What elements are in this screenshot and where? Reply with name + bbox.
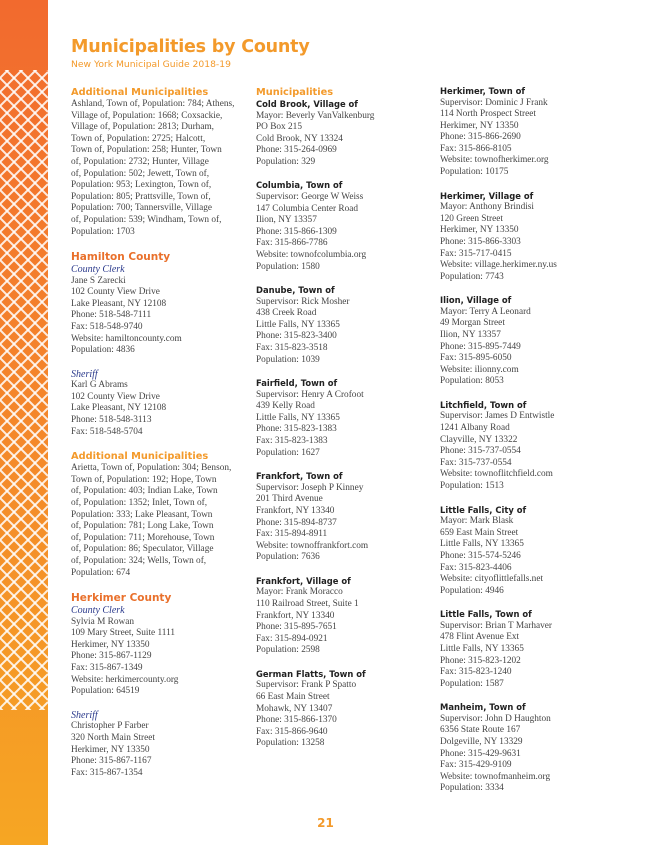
- municipality-entries: [256, 99, 431, 750]
- municipality-name: Ilion, Village of: [440, 295, 512, 306]
- office-title: Sheriff: [71, 709, 98, 721]
- text-line: Dolgeville, NY 13329: [440, 737, 523, 748]
- text-line: Website: townofcolumbia.org: [256, 249, 367, 260]
- text-line: Population: 4946: [440, 585, 504, 596]
- text-line: Arietta, Town of, Population: 304; Benson,: [71, 463, 232, 474]
- text-line: 659 East Main Street: [440, 527, 519, 538]
- text-line: Supervisor: John D Haughton: [440, 713, 551, 724]
- text-line: Fax: 315-737-0554: [440, 457, 512, 468]
- column-1: [71, 86, 246, 791]
- text-line: of, Population: 711; Morehouse, Town: [71, 532, 215, 543]
- decorative-sidebar: [0, 0, 48, 845]
- text-line: Fax: 315-867-1354: [71, 767, 143, 778]
- municipality-name: Fairfield, Town of: [256, 378, 338, 389]
- text-line: Fax: 315-866-9640: [256, 726, 328, 737]
- text-line: Fax: 315-894-0921: [256, 633, 328, 644]
- office-title: Sheriff: [71, 368, 98, 380]
- text-line: Town of, Population: 192; Hope, Town: [71, 474, 217, 485]
- text-line: Phone: 315-823-1383: [256, 424, 337, 435]
- herkimer-county-section: [71, 591, 246, 698]
- office-title: County Clerk: [71, 605, 125, 617]
- text-line: Population: 805; Prattsville, Town of,: [71, 191, 211, 202]
- text-line: Herkimer, NY 13350: [440, 225, 519, 236]
- text-line: Frankfort, NY 13340: [256, 505, 335, 516]
- municipality-entries: [440, 86, 620, 795]
- text-line: 6356 State Route 167: [440, 725, 521, 736]
- text-line: Website: ilionny.com: [440, 364, 519, 375]
- municipality-entry: [256, 669, 431, 750]
- text-line: Jane S Zarecki: [71, 275, 126, 286]
- text-line: 1241 Albany Road: [440, 423, 510, 434]
- text-line: Population: 13258: [256, 738, 325, 749]
- text-line: Christopher P Farber: [71, 721, 149, 732]
- text-line: Website: herkimercounty.org: [71, 674, 179, 685]
- text-line: Fax: 315-866-7786: [256, 238, 328, 249]
- text-line: Fax: 518-548-9740: [71, 322, 143, 332]
- additional-municipalities-greene: [71, 86, 246, 238]
- text-line: Cold Brook, NY 13324: [256, 133, 343, 144]
- text-line: 110 Railroad Street, Suite 1: [256, 599, 359, 609]
- herkimer-sheriff-section: [71, 710, 246, 779]
- text-line: Ilion, NY 13357: [256, 215, 317, 226]
- municipality-name: Little Falls, City of: [440, 504, 527, 515]
- text-line: Supervisor: George W Weiss: [256, 191, 364, 202]
- text-line: Lake Pleasant, NY 12108: [71, 298, 167, 309]
- text-line: Phone: 518-548-3113: [71, 415, 152, 426]
- text-line: of, Population: 2732; Hunter, Village: [71, 156, 209, 167]
- column-2: [256, 86, 431, 762]
- text-line: Population: 10175: [440, 167, 509, 178]
- text-line: 49 Morgan Street: [440, 318, 505, 329]
- text-line: Population: 64519: [71, 686, 140, 697]
- text-line: of, Population: 1352; Inlet, Town of,: [71, 498, 208, 509]
- text-line: Supervisor: Brian T Marhaver: [440, 620, 552, 631]
- municipality-name: Frankfort, Village of: [256, 575, 351, 586]
- text-line: 120 Green Street: [440, 213, 503, 224]
- text-line: Village of, Population: 1668; Coxsackie,: [71, 110, 223, 121]
- text-line: Fax: 315-717-0415: [440, 248, 512, 259]
- text-line: 114 North Prospect Street: [440, 109, 536, 120]
- municipality-entry: [440, 702, 620, 795]
- text-line: Population: 700; Tannersville, Village: [71, 203, 212, 214]
- text-line: Town of, Population: 258; Hunter, Town: [71, 145, 222, 156]
- additional-municipalities-hamilton: [71, 450, 246, 579]
- municipality-entry: [256, 285, 431, 366]
- text-line: 201 Third Avenue: [256, 494, 323, 505]
- municipality-entry: [440, 400, 620, 493]
- text-line: Mayor: Anthony Brindisi: [440, 202, 535, 213]
- text-line: Phone: 315-737-0554: [440, 446, 521, 457]
- text-line: Phone: 315-429-9631: [440, 748, 521, 759]
- text-line: Phone: 315-823-3400: [256, 331, 337, 342]
- text-line: Supervisor: James D Entwistle: [440, 411, 555, 422]
- text-line: Phone: 315-866-1370: [256, 715, 337, 726]
- municipality-entry: [256, 99, 431, 168]
- text-line: of, Population: 539; Windham, Town of,: [71, 214, 222, 225]
- municipality-name: Little Falls, Town of: [440, 609, 532, 620]
- text-line: Phone: 315-866-3303: [440, 236, 521, 247]
- text-line: Population: 7636: [256, 552, 320, 563]
- text-line: Little Falls, NY 13365: [440, 643, 524, 654]
- text-line: Population: 1039: [256, 354, 320, 365]
- text-line: Population: 1703: [71, 226, 135, 237]
- column-3: [440, 86, 620, 807]
- municipality-entry: [440, 505, 620, 598]
- text-line: Ilion, NY 13357: [440, 330, 501, 340]
- municipality-entry: [440, 86, 620, 179]
- text-line: Website: townofherkimer.org: [440, 155, 549, 166]
- municipality-name: Litchfield, Town of: [440, 399, 527, 410]
- text-line: Population: 8053: [440, 376, 504, 387]
- office-title: County Clerk: [71, 264, 125, 276]
- text-line: Town of, Population: 2725; Halcott,: [71, 133, 206, 144]
- text-line: Website: townofmanheim.org: [440, 771, 551, 782]
- municipality-entry: [440, 191, 620, 284]
- municipality-entry: [440, 609, 620, 690]
- municipality-list: [71, 463, 246, 579]
- text-line: Supervisor: Henry A Crofoot: [256, 389, 364, 400]
- text-line: Phone: 315-894-8737: [256, 517, 337, 528]
- text-line: Karl G Abrams: [71, 380, 128, 391]
- text-line: Fax: 315-429-9109: [440, 760, 512, 771]
- page-subtitle: New York Municipal Guide 2018-19: [71, 59, 231, 70]
- municipality-entry: [256, 180, 431, 273]
- text-line: Lake Pleasant, NY 12108: [71, 403, 167, 414]
- text-line: Website: cityoflittlefalls.net: [440, 574, 544, 585]
- text-line: Fax: 315-866-8105: [440, 143, 512, 154]
- municipality-list: [71, 99, 246, 238]
- text-line: 102 County View Drive: [71, 391, 160, 402]
- text-line: 102 County View Drive: [71, 287, 160, 298]
- text-line: Fax: 315-823-1383: [256, 436, 328, 447]
- text-line: Population: 329: [256, 156, 316, 167]
- text-line: Population: 1513: [440, 481, 504, 492]
- text-line: Fax: 315-823-4406: [440, 562, 512, 573]
- text-line: Website: townoffrankfort.com: [256, 540, 369, 551]
- text-line: Frankfort, NY 13340: [256, 610, 335, 621]
- text-line: Herkimer, NY 13350: [440, 120, 519, 131]
- county-heading: Herkimer County: [71, 592, 172, 605]
- municipality-name: Frankfort, Town of: [256, 471, 343, 482]
- municipality-name: Herkimer, Town of: [440, 86, 526, 96]
- text-line: Phone: 315-895-7449: [440, 341, 521, 352]
- county-heading: Hamilton County: [71, 251, 171, 264]
- municipality-name: Herkimer, Village of: [440, 190, 534, 201]
- text-line: Mohawk, NY 13407: [256, 703, 333, 714]
- text-line: Fax: 315-894-8911: [256, 529, 328, 540]
- text-line: of, Population: 86; Speculator, Village: [71, 544, 214, 555]
- text-line: Phone: 315-867-1167: [71, 756, 152, 767]
- section-heading: Additional Municipalities: [71, 87, 209, 98]
- municipality-name: Columbia, Town of: [256, 180, 343, 191]
- text-line: Phone: 315-823-1202: [440, 655, 521, 666]
- text-line: Supervisor: Dominic J Frank: [440, 97, 548, 108]
- text-line: Fax: 315-823-1240: [440, 667, 512, 678]
- text-line: Phone: 518-548-7111: [71, 310, 152, 321]
- hamilton-sheriff-section: [71, 369, 246, 438]
- municipality-entry: [256, 378, 431, 459]
- text-line: Website: village.herkimer.ny.us: [440, 260, 557, 271]
- text-line: Village of, Population: 2813; Durham,: [71, 122, 215, 133]
- text-line: Phone: 315-264-0969: [256, 145, 337, 156]
- text-line: Population: 333; Lake Pleasant, Town: [71, 509, 213, 520]
- text-line: 438 Creek Road: [256, 308, 317, 319]
- text-line: Phone: 315-866-2690: [440, 132, 521, 143]
- text-line: Mayor: Beverly VanValkenburg: [256, 110, 375, 121]
- text-line: Population: 7743: [440, 271, 504, 282]
- municipality-name: Manheim, Town of: [440, 702, 526, 713]
- text-line: Phone: 315-895-7651: [256, 622, 337, 633]
- text-line: Population: 2598: [256, 645, 320, 656]
- text-line: Herkimer, NY 13350: [71, 744, 150, 755]
- text-line: 478 Flint Avenue Ext: [440, 632, 520, 643]
- text-line: Supervisor: Joseph P Kinney: [256, 482, 364, 493]
- section-heading: Additional Municipalities: [71, 451, 209, 463]
- text-line: 109 Mary Street, Suite 1111: [71, 628, 176, 639]
- text-line: Ashland, Town of, Population: 784; Athens,: [71, 99, 235, 109]
- text-line: Population: 953; Lexington, Town of,: [71, 180, 212, 191]
- hamilton-county-section: [71, 250, 246, 357]
- text-line: Fax: 518-548-5704: [71, 426, 143, 437]
- text-line: Herkimer, NY 13350: [71, 639, 150, 650]
- text-line: Supervisor: Frank P Spatto: [256, 680, 357, 691]
- text-line: Phone: 315-574-5246: [440, 550, 521, 561]
- text-line: Mayor: Frank Moracco: [256, 587, 343, 598]
- text-line: Phone: 315-866-1309: [256, 226, 337, 237]
- lattice-pattern-icon: [0, 70, 48, 710]
- page-number: 21: [317, 816, 334, 830]
- text-line: Little Falls, NY 13365: [256, 412, 340, 423]
- text-line: of, Population: 502; Jewett, Town of,: [71, 168, 210, 179]
- municipality-entry: [440, 295, 620, 388]
- text-line: Phone: 315-867-1129: [71, 651, 152, 662]
- text-line: of, Population: 781; Long Lake, Town: [71, 521, 214, 532]
- text-line: Little Falls, NY 13365: [256, 319, 340, 330]
- municipality-entry: [256, 471, 431, 564]
- text-line: Population: 1627: [256, 447, 320, 458]
- text-line: Population: 3334: [440, 783, 504, 794]
- text-line: 320 North Main Street: [71, 732, 155, 743]
- text-line: Population: 1580: [256, 261, 320, 272]
- section-heading: Municipalities: [256, 87, 334, 98]
- text-line: PO Box 215: [256, 122, 302, 133]
- text-line: Supervisor: Rick Mosher: [256, 296, 350, 307]
- text-line: Fax: 315-867-1349: [71, 663, 143, 674]
- municipality-name: Cold Brook, Village of: [256, 99, 358, 109]
- municipality-name: German Flatts, Town of: [256, 668, 366, 679]
- text-line: 147 Columbia Center Road: [256, 203, 358, 214]
- text-line: Fax: 315-823-3518: [256, 343, 328, 353]
- page-title: Municipalities by County: [71, 37, 310, 57]
- municipality-entry: [256, 576, 431, 657]
- text-line: 66 East Main Street: [256, 692, 330, 703]
- page-header: [71, 37, 310, 70]
- text-line: Population: 674: [71, 567, 131, 578]
- text-line: Fax: 315-895-6050: [440, 353, 512, 364]
- text-line: of, Population: 324; Wells, Town of,: [71, 556, 207, 566]
- text-line: Clayville, NY 13322: [440, 434, 518, 445]
- text-line: Little Falls, NY 13365: [440, 539, 524, 550]
- text-line: Mayor: Mark Blask: [440, 516, 514, 527]
- text-line: Population: 4836: [71, 345, 135, 356]
- municipality-name: Danube, Town of: [256, 285, 335, 296]
- text-line: Website: hamiltoncounty.com: [71, 333, 182, 344]
- text-line: Sylvia M Rowan: [71, 616, 135, 627]
- text-line: 439 Kelly Road: [256, 401, 315, 412]
- text-line: Mayor: Terry A Leonard: [440, 306, 531, 317]
- text-line: Website: townoflitchfield.com: [440, 469, 553, 480]
- text-line: of, Population: 403; Indian Lake, Town: [71, 486, 218, 497]
- text-line: Population: 1587: [440, 678, 504, 689]
